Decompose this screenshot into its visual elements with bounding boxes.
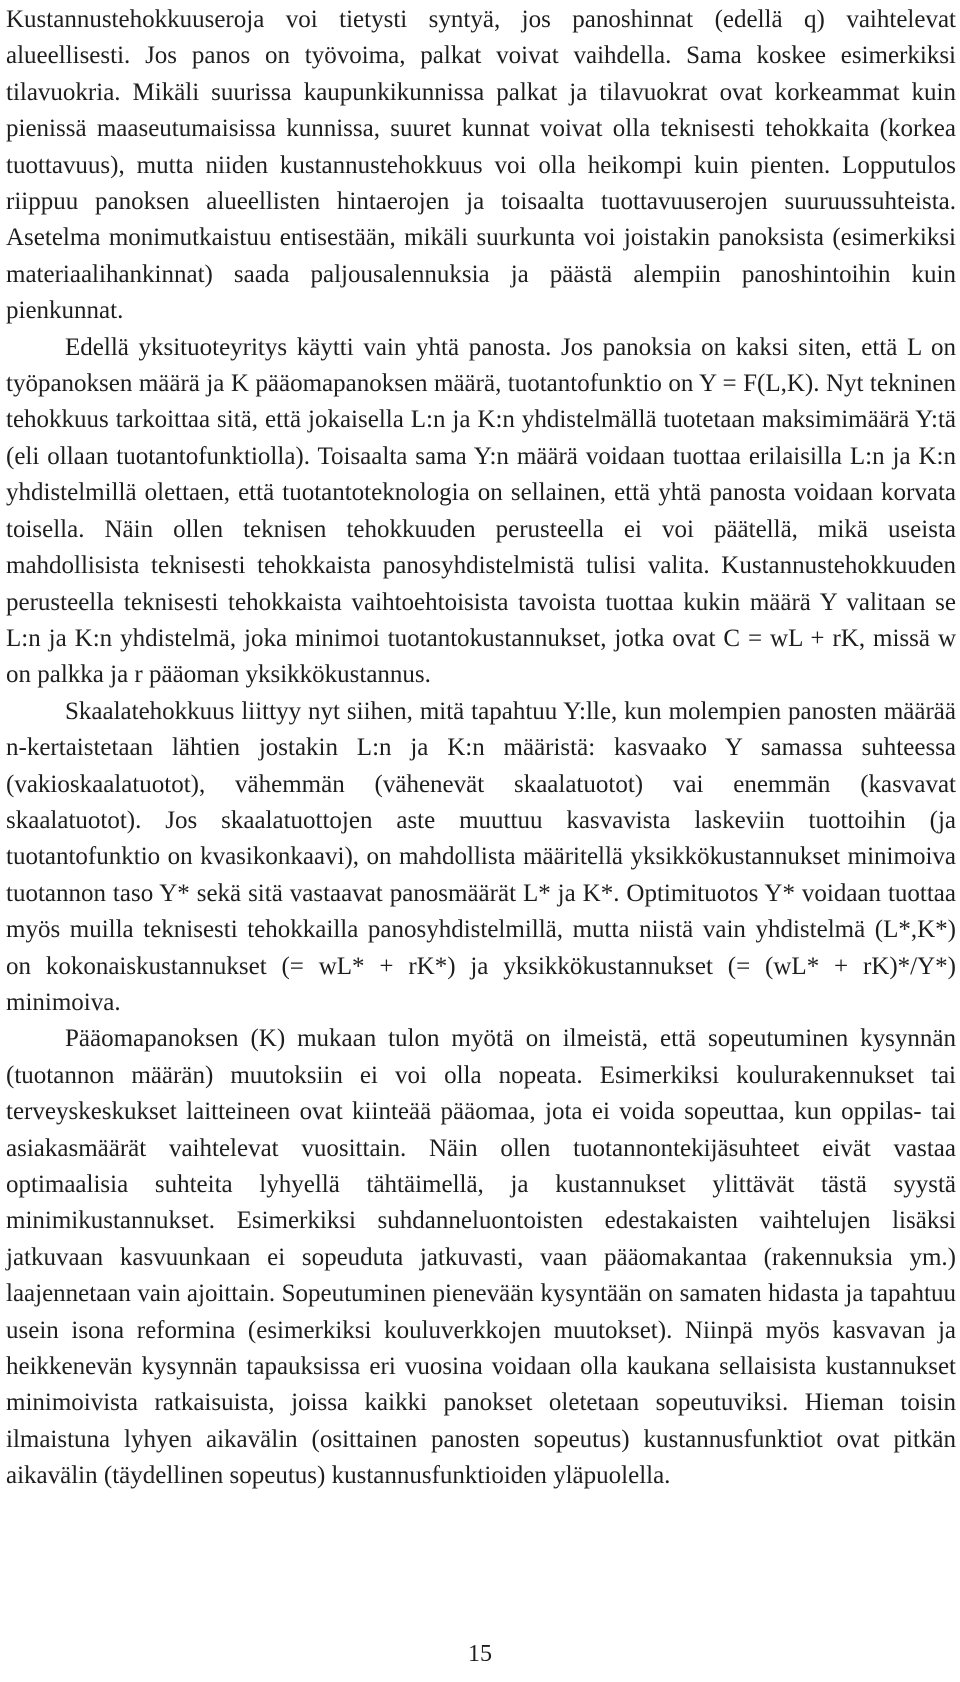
paragraph-cost-efficiency-regional: Kustannustehokkuuseroja voi tietysti syntyä, jos panoshinnat (edellä q) vaihtelevat alueellisesti. Jos panos on työvoima, palkat voivat vaihdella. Sama koskee esimerkiksi tilavuokria. Mikäli suurissa kaupunkikunnissa palkat ja tilavuokrat ovat korkeammat kuin pienissä maaseutumaisissa kunnissa, suuret kunnat voivat olla teknisesti tehokkaita (korkea tuottavuus), mutta niiden kustannustehokkuus voi olla heikompi kuin pienten. Lopputulos riippuu panoksen alueellisten hintaerojen ja toisaalta tuottavuuserojen suuruussuhteista. Asetelma monimutkaistuu entisestään, mikäli suurkunta voi joistakin panoksista (esimerkiksi materiaalihankinnat) saada paljousalennuksia ja päästä alempiin panoshintoihin kuin pienkunnat.: [6, 6, 956, 325]
paragraph-scale-efficiency: Skaalatehokkuus liittyy nyt siihen, mitä tapahtuu Y:lle, kun molempien panosten määrää n-kertaistetaan lähtien jostakin L:n ja K:n määristä: kasvaako Y samassa suhteessa (vakioskaalatuotot), vähemmän (vähenevät skaalatuotot) vai enemmän (kasvavat skaalatuotot). Jos skaalatuottojen aste muuttuu kasvavista laskeviin tuottoihin (ja tuotantofunktio on kvasikonkaavi), on mahdollista määritellä yksikkökustannukset minimoiva tuotannon taso Y* sekä sitä vastaavat panosmäärät L* ja K*. Optimituotos Y* voidaan tuottaa myös muilla teknisesti tehokkailla panosyhdistelmillä, mutta niistä vain yhdistelmä (L*,K*) on kokonaiskustannukset (= wL* + rK*) ja yksikkökustannukset (= (wL* + rK)*/Y*) minimoiva.: [6, 697, 956, 1016]
page-number: 15: [468, 1641, 492, 1667]
paragraph-two-inputs: Edellä yksituoteyritys käytti vain yhtä panosta. Jos panoksia on kaksi siten, että L on työpanoksen määrä ja K pääomapanoksen määrä, tuotantofunktio on Y = F(L,K). Nyt tekninen tehokkuus tarkoittaa sitä, että jokaisella L:n ja K:n yhdistelmällä tuotetaan maksimimäärä Y:tä (eli ollaan tuotantofunktiolla). Toisaalta sama Y:n määrä voidaan tuottaa erilaisilla L:n ja K:n yhdistelmillä olettaen, että tuotantoteknologia on sellainen, että yhtä panosta voidaan korvata toisella. Näin ollen teknisen tehokkuuden perusteella ei voi päätellä, mikä useista mahdollisista teknisesti tehokkaista panosyhdistelmistä tulisi valita. Kustannustehokkuuden perusteella teknisesti tehokkaista vaihtoehtoisista tavoista tuottaa kukin määrä Y valitaan se L:n ja K:n yhdistelmä, joka minimoi tuotantokustannukset, jotka ovat C = wL + rK, missä w on palkka ja r pääoman yksikkökustannus.: [6, 333, 956, 689]
document-page: [6, 2, 956, 1495]
paragraph-capital-adjustment: Pääomapanoksen (K) mukaan tulon myötä on ilmeistä, että sopeutuminen kysynnän (tuotannon määrän) muutoksiin ei voi olla nopeata. Esimerkiksi koulurakennukset tai terveyskeskukset laitteineen ovat kiinteää pääomaa, jota ei voida sopeuttaa, kun oppilas- tai asiakasmäärät vaihtelevat vuosittain. Näin ollen tuotannontekijäsuhteet eivät vastaa optimaalisia suhteita lyhyellä tähtäimellä, ja kustannukset ylittävät tästä syystä minimikustannukset. Esimerkiksi suhdanneluontoisten edestakaisten vaihtelujen lisäksi jatkuvaan kasvuunkaan ei sopeuduta jatkuvasti, vaan pääomakantaa (rakennuksia ym.) laajennetaan vain ajoittain. Sopeutuminen pienevään kysyntään on samaten hidasta ja tapahtuu usein isona reformina (esimerkiksi kouluverkkojen muutokset). Niinpä myös kasvavan ja heikkenevän kysynnän tapauksissa eri vuosina voidaan olla kaukana sellaisista kustannukset minimoivista ratkaisuista, joissa kaikki panokset oletetaan sopeutuviksi. Hieman toisin ilmaistuna lyhyen aikavälin (osittainen panosten sopeutus) kustannusfunktiot ovat pitkän aikavälin (täydellinen sopeutus) kustannusfunktioiden yläpuolella.: [6, 1025, 956, 1490]
